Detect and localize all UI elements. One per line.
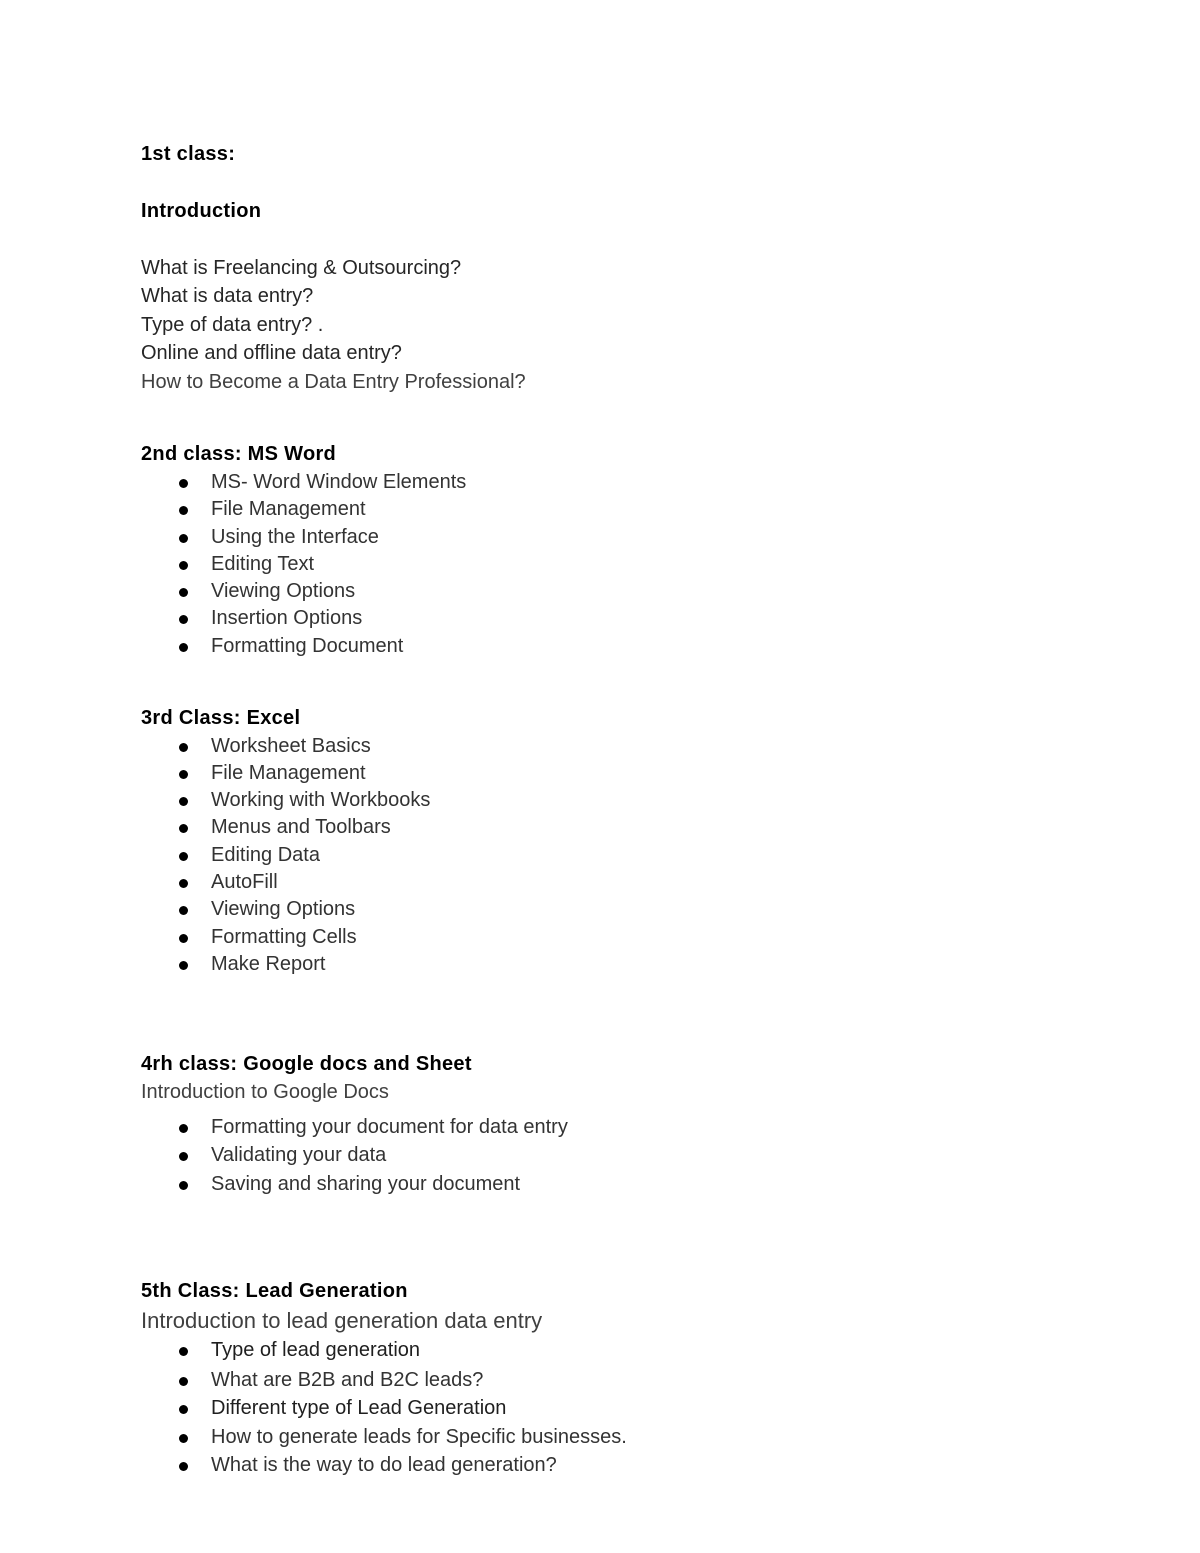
- bullet-icon: [179, 797, 188, 806]
- class1-line: What is Freelancing & Outsourcing?: [141, 257, 462, 279]
- class1-line: Online and offline data entry?: [141, 342, 402, 364]
- list-item: Working with Workbooks: [211, 789, 431, 811]
- list-item: Make Report: [211, 953, 326, 975]
- bullet-icon: [179, 506, 188, 515]
- list-item: What is the way to do lead generation?: [211, 1454, 557, 1476]
- bullet-icon: [179, 906, 188, 915]
- bullet-icon: [179, 561, 188, 570]
- bullet-icon: [179, 879, 188, 888]
- bullet-icon: [179, 852, 188, 861]
- list-item: File Management: [211, 498, 366, 520]
- bullet-icon: [179, 1434, 188, 1443]
- list-item: File Management: [211, 762, 366, 784]
- bullet-icon: [179, 534, 188, 543]
- list-item: Formatting your document for data entry: [211, 1116, 568, 1138]
- bullet-icon: [179, 1347, 188, 1356]
- list-item: Formatting Cells: [211, 926, 357, 948]
- list-item: Worksheet Basics: [211, 735, 371, 757]
- list-item: Editing Text: [211, 553, 315, 575]
- bullet-icon: [179, 1152, 188, 1161]
- bullet-icon: [179, 824, 188, 833]
- bullet-icon: [179, 1181, 188, 1190]
- bullet-icon: [179, 961, 188, 970]
- list-item: How to generate leads for Specific businesses.: [211, 1426, 627, 1448]
- list-item: Saving and sharing your document: [211, 1173, 521, 1195]
- bullet-icon: [179, 743, 188, 752]
- class3-heading: 3rd Class: Excel: [141, 707, 301, 729]
- class4-intro: Introduction to Google Docs: [141, 1081, 389, 1103]
- class5-intro: Introduction to lead generation data entry: [141, 1308, 543, 1333]
- list-item: Editing Data: [211, 844, 320, 866]
- list-item: MS- Word Window Elements: [211, 471, 467, 493]
- list-item: Viewing Options: [211, 898, 356, 920]
- list-item: Menus and Toolbars: [211, 816, 391, 838]
- list-item: Using the Interface: [211, 526, 379, 548]
- list-item: What are B2B and B2C leads?: [211, 1369, 484, 1391]
- list-item: AutoFill: [211, 871, 278, 893]
- bullet-icon: [179, 770, 188, 779]
- list-item: Viewing Options: [211, 580, 356, 602]
- class1-line: Type of data entry? .: [141, 314, 324, 336]
- class1-line: How to Become a Data Entry Professional?: [141, 371, 526, 393]
- bullet-icon: [179, 1377, 188, 1386]
- bullet-icon: [179, 588, 188, 597]
- class1-heading: 1st class:: [141, 143, 236, 165]
- class1-subheading: Introduction: [141, 200, 262, 222]
- list-item: Type of lead generation: [211, 1339, 421, 1361]
- list-item: Insertion Options: [211, 607, 363, 629]
- bullet-icon: [179, 615, 188, 624]
- class5-heading: 5th Class: Lead Generation: [141, 1280, 408, 1302]
- bullet-icon: [179, 1462, 188, 1471]
- class1-line: What is data entry?: [141, 285, 314, 307]
- list-item: Different type of Lead Generation: [211, 1397, 507, 1419]
- list-item: Formatting Document: [211, 635, 404, 657]
- list-item: Validating your data: [211, 1144, 387, 1166]
- class4-heading: 4rh class: Google docs and Sheet: [141, 1053, 472, 1075]
- bullet-icon: [179, 643, 188, 652]
- bullet-icon: [179, 479, 188, 488]
- bullet-icon: [179, 1405, 188, 1414]
- bullet-icon: [179, 934, 188, 943]
- bullet-icon: [179, 1124, 188, 1133]
- class2-heading: 2nd class: MS Word: [141, 443, 337, 465]
